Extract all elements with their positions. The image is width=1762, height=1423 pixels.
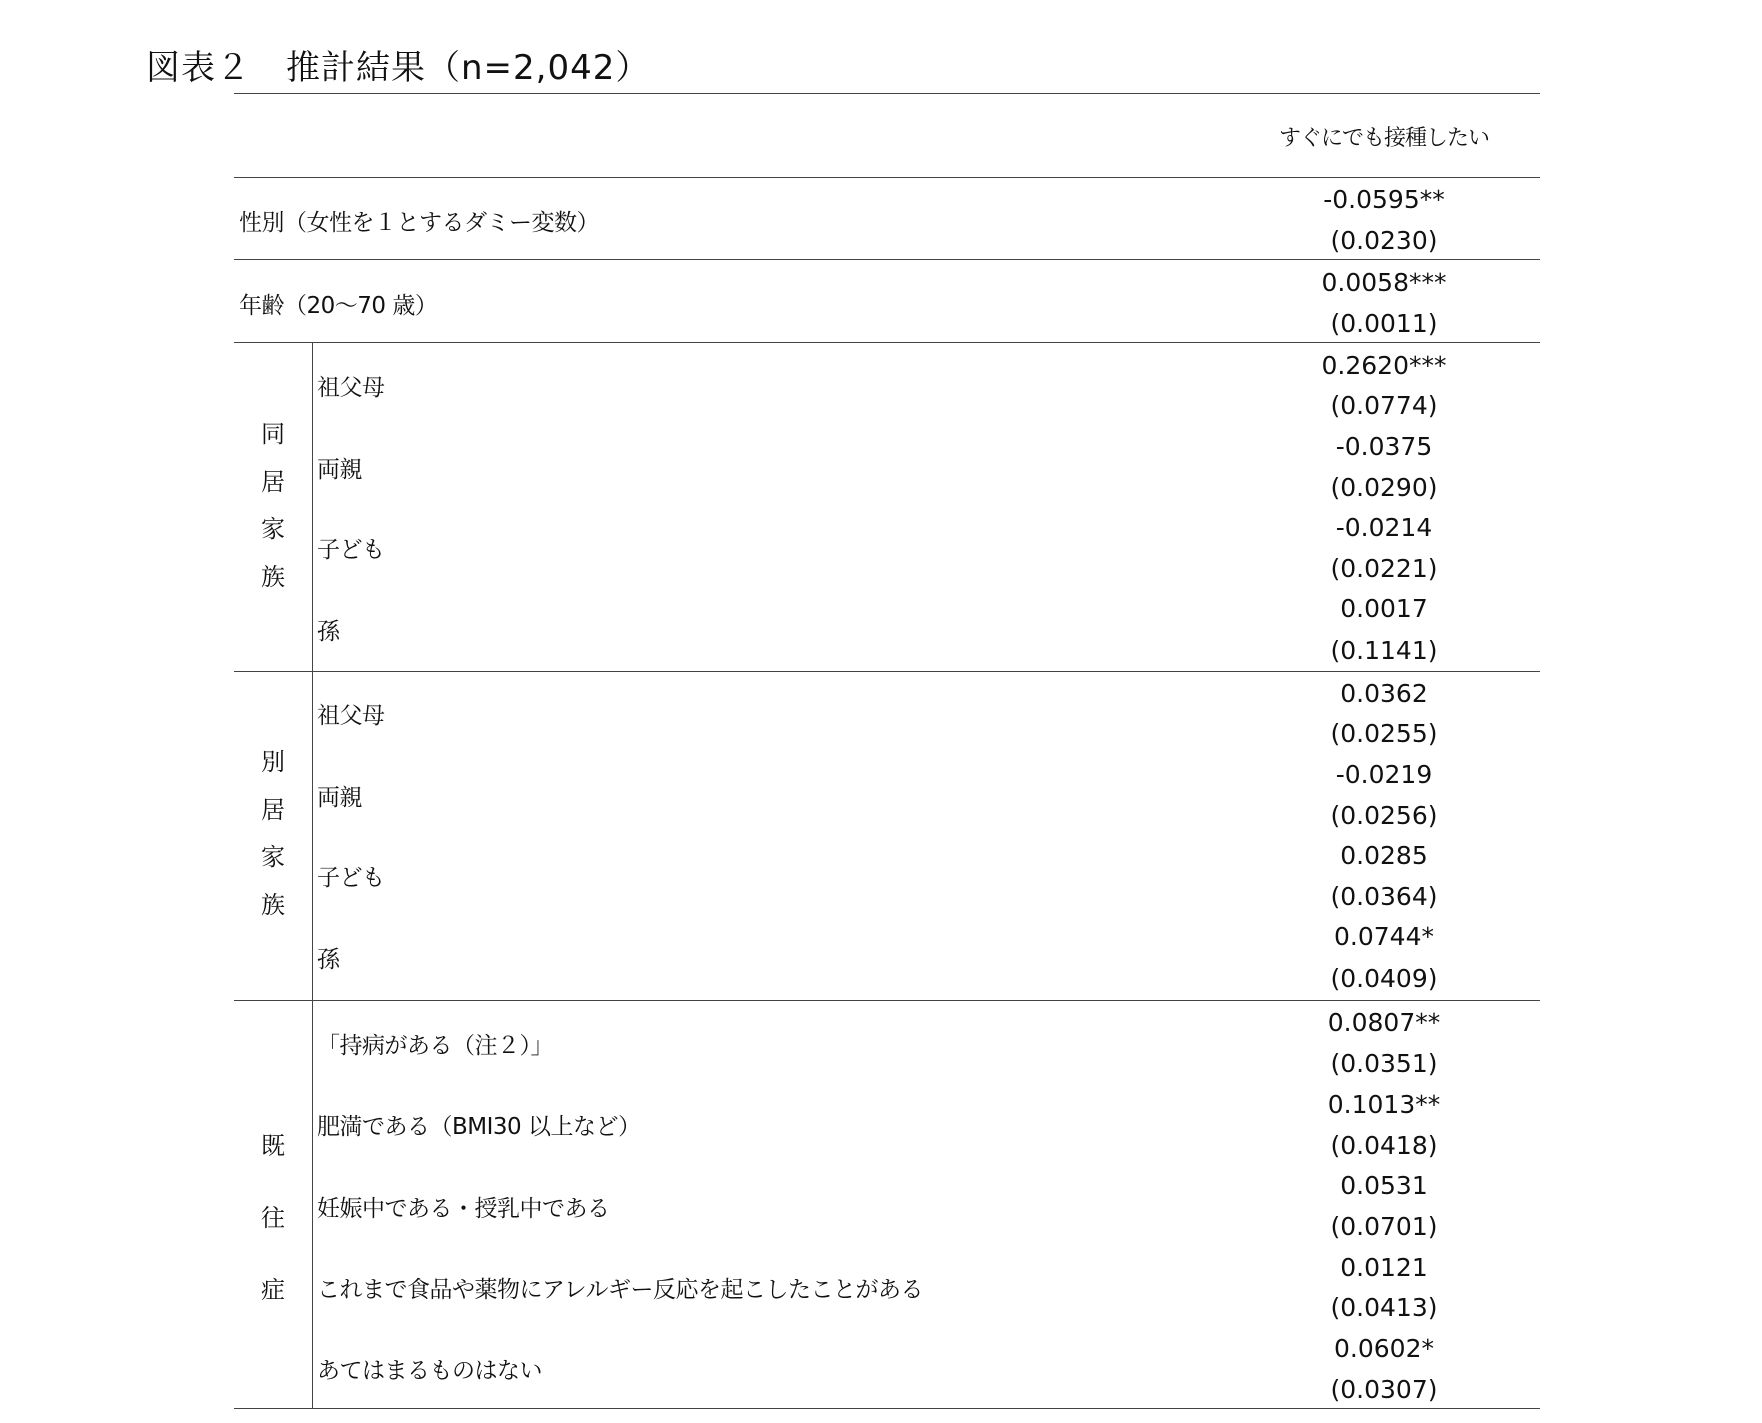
se-value: (0.0256): [1330, 801, 1438, 830]
group-char: 族: [261, 890, 285, 919]
se-value: (0.0290): [1330, 473, 1438, 502]
group-char: 往: [261, 1204, 285, 1232]
se-value: (0.0364): [1330, 882, 1438, 911]
row-label-age: 年齢（20～70 歳）: [239, 293, 438, 319]
coef-value: 0.0285: [1340, 841, 1428, 870]
se-value: (0.0774): [1330, 391, 1438, 420]
se-value: (0.0701): [1330, 1212, 1438, 1241]
coef-value: -0.0214: [1335, 513, 1433, 542]
coef-value: 0.0017: [1340, 594, 1428, 623]
group-char: 別: [261, 748, 285, 776]
group-label-separate: [234, 739, 312, 929]
column-header: すぐにでも接種したい: [1278, 126, 1489, 151]
row-label: 両親: [317, 457, 362, 483]
row-label: 「持病がある（注２）」: [317, 1033, 553, 1059]
coef-value: 0.0531: [1340, 1171, 1428, 1200]
results-table: [234, 93, 1540, 1409]
figure-title: 図表２ 推計結果（n=2,042）: [146, 48, 651, 88]
group-rule: [234, 1000, 1540, 1001]
se-value: (0.0418): [1330, 1131, 1438, 1160]
group-char: 族: [261, 562, 285, 591]
coef-gender: -0.0595**: [1323, 185, 1445, 214]
row-label: 祖父母: [317, 375, 385, 401]
coef-value: -0.0375: [1335, 432, 1433, 461]
se-value: (0.0255): [1330, 719, 1438, 748]
se-value: (0.1141): [1330, 636, 1438, 665]
row-label: 子ども: [317, 865, 385, 891]
se-age: (0.0011): [1330, 309, 1438, 338]
group-char: 家: [261, 843, 285, 871]
row-label: 子ども: [317, 537, 385, 563]
row-label: あてはまるものはない: [317, 1358, 542, 1384]
table-top-rule: [234, 93, 1540, 94]
se-value: (0.0351): [1330, 1049, 1438, 1078]
se-value: (0.0413): [1330, 1293, 1438, 1322]
group-rule: [234, 671, 1540, 672]
group-column-separator: [312, 342, 313, 1408]
group-char: 症: [261, 1276, 285, 1304]
group-char: 居: [261, 467, 285, 496]
row-label: 祖父母: [317, 703, 385, 729]
header-rule: [234, 177, 1540, 178]
se-gender: (0.0230): [1330, 226, 1438, 255]
coef-value: 0.1013**: [1327, 1090, 1441, 1119]
row-rule: [234, 259, 1540, 260]
row-label: 孫: [317, 619, 340, 645]
coef-value: -0.0219: [1335, 760, 1433, 789]
group-char: 家: [261, 515, 285, 543]
coef-value: 0.0744*: [1334, 922, 1434, 951]
row-rule: [234, 342, 1540, 343]
row-label: 妊娠中である・授乳中である: [317, 1196, 610, 1222]
se-value: (0.0221): [1330, 554, 1438, 583]
group-label-cohabiting: [234, 411, 312, 601]
coef-age: 0.0058***: [1321, 268, 1447, 297]
group-label-medical-history: [234, 1110, 312, 1326]
row-label: 両親: [317, 785, 362, 811]
row-label: これまで食品や薬物にアレルギー反応を起こしたことがある: [317, 1277, 924, 1303]
coef-value: 0.0121: [1340, 1253, 1428, 1282]
table-bottom-rule: [234, 1408, 1540, 1409]
group-char: 既: [261, 1132, 285, 1160]
coef-value: 0.2620***: [1321, 351, 1447, 380]
row-label: 肥満である（BMI30 以上など）: [317, 1114, 641, 1140]
se-value: (0.0409): [1330, 964, 1438, 993]
coef-value: 0.0807**: [1327, 1008, 1441, 1037]
group-char: 居: [261, 795, 285, 824]
row-label: 孫: [317, 947, 340, 973]
se-value: (0.0307): [1330, 1375, 1438, 1404]
group-char: 同: [261, 420, 285, 448]
coef-value: 0.0362: [1340, 679, 1428, 708]
row-label-gender: 性別（女性を１とするダミー変数）: [239, 210, 599, 236]
coef-value: 0.0602*: [1334, 1334, 1434, 1363]
